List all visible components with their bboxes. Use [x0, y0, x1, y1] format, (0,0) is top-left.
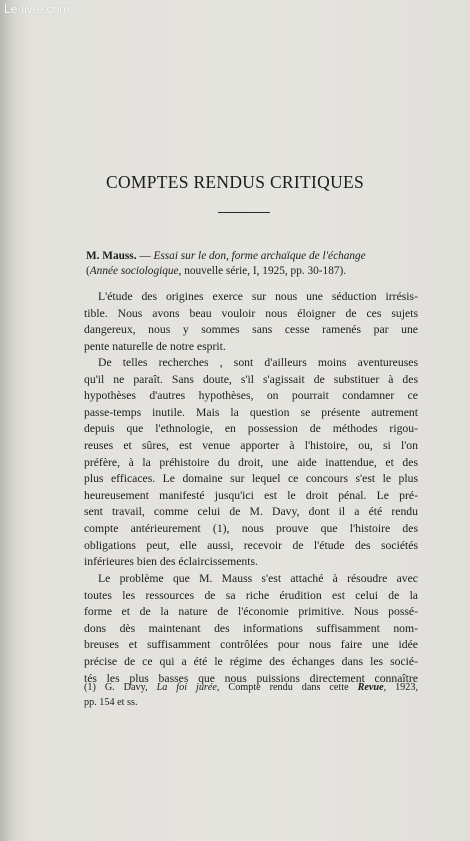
- text-line: Le problème que M. Mauss s'est attaché à résoudre avec: [98, 572, 418, 585]
- entry-open-paren: (: [86, 265, 90, 277]
- entry-dash: —: [136, 250, 154, 262]
- text-line: passe-temps inutile. Mais la question se présente autrement: [84, 405, 418, 419]
- text-line: reuses et sûres, est venue apporter à l'histoire, ou, si l'on: [84, 438, 418, 452]
- review-entry-header: [86, 249, 420, 279]
- section-heading: COMPTES RENDUS CRITIQUES: [105, 172, 365, 192]
- text-line: tés les plus basses que nous puissions directement connaître: [84, 671, 418, 685]
- text-line: dangereux, nous y sommes sans cesse ramenés par une: [84, 323, 418, 337]
- text-line: obligations peut, elle aussi, recevoir de l'étude des sociétés: [84, 538, 418, 552]
- review-source: Année sociologique: [89, 265, 179, 277]
- text-line: qu'il ne paraît. Sans doute, s'il s'agissait de substituer à des: [84, 372, 418, 386]
- review-source-details: , nouvelle série, I, 1925, pp. 30-187).: [178, 265, 347, 277]
- text-line: sent travail, comme celui de M. Davy, dont il a été rendu: [84, 505, 418, 519]
- text-line: pente naturelle de notre esprit.: [84, 339, 226, 353]
- footnote-line-1: [84, 680, 418, 695]
- text-line: inférieures bien des éclaircissements.: [84, 555, 258, 569]
- paragraph-3: [84, 571, 418, 687]
- footnote: [84, 680, 418, 710]
- text-line: toutes les ressources de sa riche érudition est celui de la: [84, 588, 418, 602]
- footnote-tail: , 1923,: [383, 682, 419, 693]
- text-line: heureusement manifesté jusqu'ici est le droit pénal. Le pré-: [84, 488, 418, 502]
- text-line: De telles recherches , sont d'ailleurs moins aventureuses: [98, 356, 418, 369]
- review-author: M. Mauss.: [86, 250, 137, 262]
- text-line: précise de ce qui a été le régime des échanges dans les socié-: [84, 654, 418, 668]
- paragraph-2: [84, 355, 418, 571]
- heading-rule: [218, 212, 270, 213]
- text-line: L'étude des origines exerce sur nous une séduction irrésis-: [98, 290, 418, 303]
- text-line: compte antérieurement (1), nous prouve que l'histoire des: [84, 521, 418, 535]
- footnote-journal: Revue: [357, 682, 384, 693]
- text-line: préfère, à la préhistoire du droit, une aide inattendue, et des: [84, 455, 418, 469]
- footnote-mid: , Compte rendu dans cette: [216, 682, 358, 693]
- text-line: hypothèses d'autres hypothèses, on pourrait condamner ce: [84, 389, 418, 403]
- text-line: depuis que l'ethnologie, en possession de méthodes rigou-: [84, 422, 418, 436]
- footnote-title: La foi jurée: [156, 682, 217, 693]
- footnote-line-2: pp. 154 et ss.: [84, 697, 138, 708]
- text-line: forme et de la nature de l'économie primitive. Nous possé-: [84, 605, 418, 619]
- text-line: tible. Nous avons beau vouloir nous éloigner de ces sujets: [84, 306, 418, 320]
- text-line: breuses et suffisamment contrôlées pour nous faire une idée: [84, 638, 418, 652]
- footnote-lead: (1) G. Davy,: [84, 682, 157, 693]
- paragraph-1: [84, 289, 418, 355]
- text-line: plus efficaces. Le domaine sur lequel ce concours s'est le plus: [84, 472, 418, 486]
- text-line: dons dès maintenant des informations suffisamment nom-: [84, 621, 418, 635]
- review-title: Essai sur le don, forme archaïque de l'échange: [153, 250, 366, 262]
- watermark: Le-livre.com: [4, 2, 70, 16]
